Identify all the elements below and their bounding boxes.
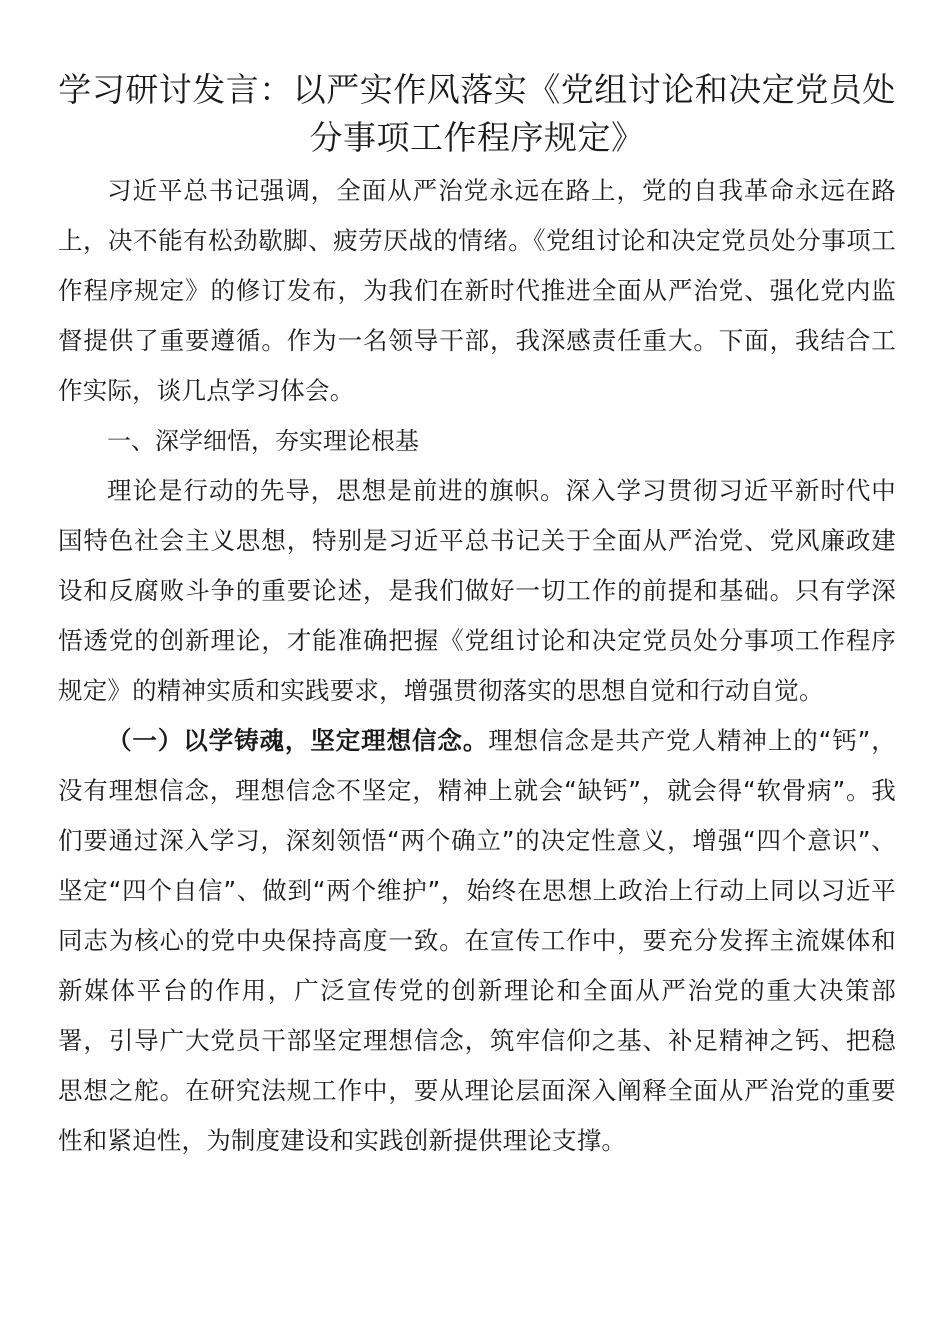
subsection-one-body: 理想信念是共产党人精神上的“钙”，没有理想信念，理想信念不坚定，精神上就会“缺钙”，就会得“软骨病”。我们要通过深入学习，深刻领悟“两个确立”的决定性意义，增强“四个意识”、坚定“四个自信”、做到“两个维护”，始终在思想上政治上行动上同以习近平同志为核心的党中央保持高度一致。在宣传工作中，要充分发挥主流媒体和新媒体平台的作用，广泛宣传党的创新理论和全面从严治党的重大决策部署，引导广大党员干部坚定理想信念，筑牢信仰之基、补足精神之钙、把稳思想之舵。在研究法规工作中，要从理论层面深入阐释全面从严治党的重要性和紧迫性，为制度建设和实践创新提供理论支撑。 [58,726,896,1155]
subsection-one-lead: （一）以学铸魂，坚定理想信念。 [107,726,489,755]
intro-paragraph: 习近平总书记强调，全面从严治党永远在路上，党的自我革命永远在路上，决不能有松劲歇脚、疲劳厌战的情绪。《党组讨论和决定党员处分事项工作程序规定》的修订发布，为我们在新时代推进全面从严治党、强化党内监督提供了重要遵循。作为一名领导干部，我深感责任重大。下面，我结合工作实际，谈几点学习体会。 [58,176,896,405]
document-page [58,66,896,1166]
document-title: 学习研讨发言：以严实作风落实《党组讨论和决定党员处分事项工作程序规定》 [58,70,896,157]
document-body [58,166,896,1166]
theory-paragraph: 理论是行动的先导，思想是前进的旗帜。深入学习贯彻习近平新时代中国特色社会主义思想，特别是习近平总书记关于全面从严治党、党风廉政建设和反腐败斗争的重要论述，是我们做好一切工作的前提和基础。只有学深悟透党的创新理论，才能准确把握《党组讨论和决定党员处分事项工作程序规定》的精神实质和实践要求，增强贯彻落实的思想自觉和行动自觉。 [58,476,896,705]
section-heading-one: 一、深学细悟，夯实理论根基 [107,427,419,455]
subsection-one-paragraph [58,716,896,1166]
